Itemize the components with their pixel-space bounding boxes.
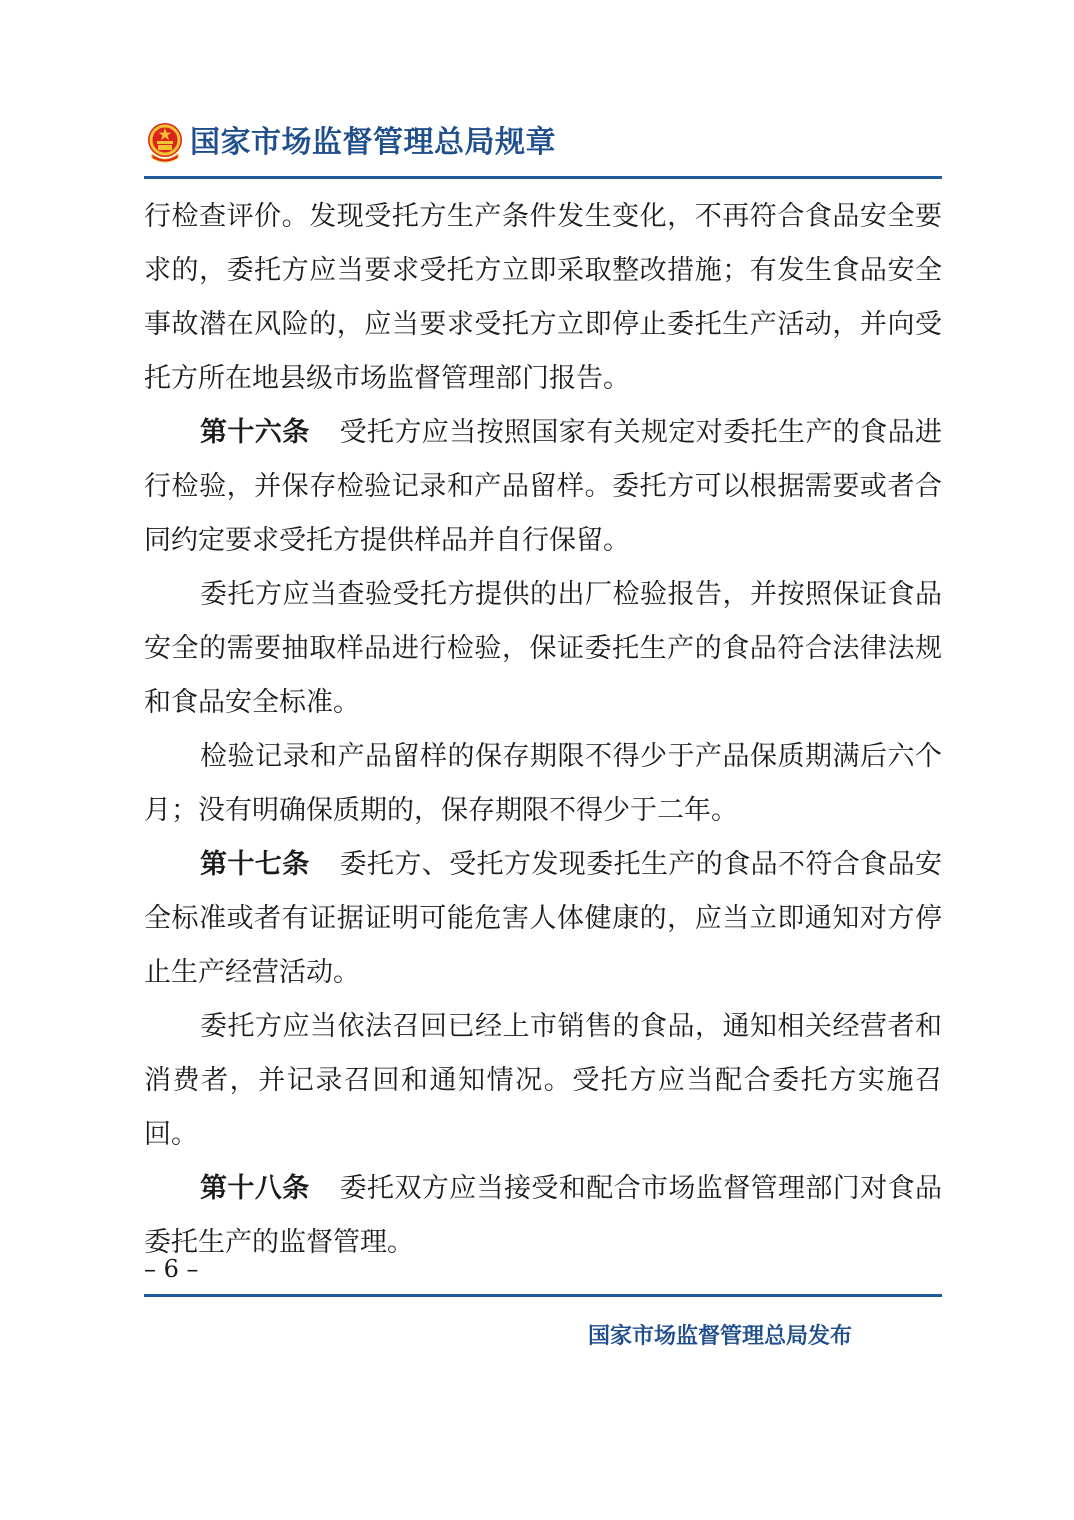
paragraph: [144, 730, 942, 838]
national-emblem-icon: [146, 120, 184, 166]
paragraph: [144, 1162, 942, 1270]
paragraph-text: 检验记录和产品留样的保存期限不得少于产品保质期满后六个月；没有明确保质期的，保存期限不得少于二年。: [144, 741, 942, 826]
footer-divider: [144, 1294, 942, 1297]
paragraph: [144, 568, 942, 730]
document-body: [144, 190, 942, 1270]
paragraph: [144, 1000, 942, 1162]
paragraph-text: 行检查评价。发现受托方生产条件发生变化，不再符合食品安全要求的，委托方应当要求受托方立即采取整改措施；有发生食品安全事故潜在风险的，应当要求受托方立即停止委托生产活动，并向受托方所在地县级市场监督管理部门报告。: [144, 201, 942, 394]
header-title: 国家市场监督管理总局规章: [190, 125, 556, 160]
article-number: 第十七条: [200, 849, 310, 880]
paragraph-text: 委托方应当依法召回已经上市销售的食品，通知相关经营者和消费者，并记录召回和通知情况。受托方应当配合委托方实施召回。: [144, 1011, 942, 1150]
article-number: 第十六条: [200, 417, 310, 448]
footer-publisher: 国家市场监督管理总局发布: [588, 1324, 853, 1349]
paragraph: [144, 406, 942, 568]
header-divider: [144, 176, 942, 179]
paragraph-text: 委托方应当查验受托方提供的出厂检验报告，并按照保证食品安全的需要抽取样品进行检验，保证委托生产的食品符合法律法规和食品安全标准。: [144, 579, 942, 718]
paragraph-text: 委托方、受托方发现委托生产的食品不符合食品安全标准或者有证据证明可能危害人体健康的，应当立即通知对方停止生产经营活动。: [144, 849, 943, 988]
page-header: [146, 118, 942, 168]
article-number: 第十八条: [200, 1173, 310, 1204]
paragraph-text: 受托方应当按照国家有关规定对委托生产的食品进行检验，并保存检验记录和产品留样。委托方可以根据需要或者合同约定要求受托方提供样品并自行保留。: [144, 417, 943, 556]
paragraph: [144, 838, 942, 1000]
paragraph-text: 委托双方应当接受和配合市场监督管理部门对食品委托生产的监督管理。: [144, 1173, 943, 1258]
page-number: – 6 –: [144, 1255, 199, 1283]
paragraph: [144, 190, 942, 406]
